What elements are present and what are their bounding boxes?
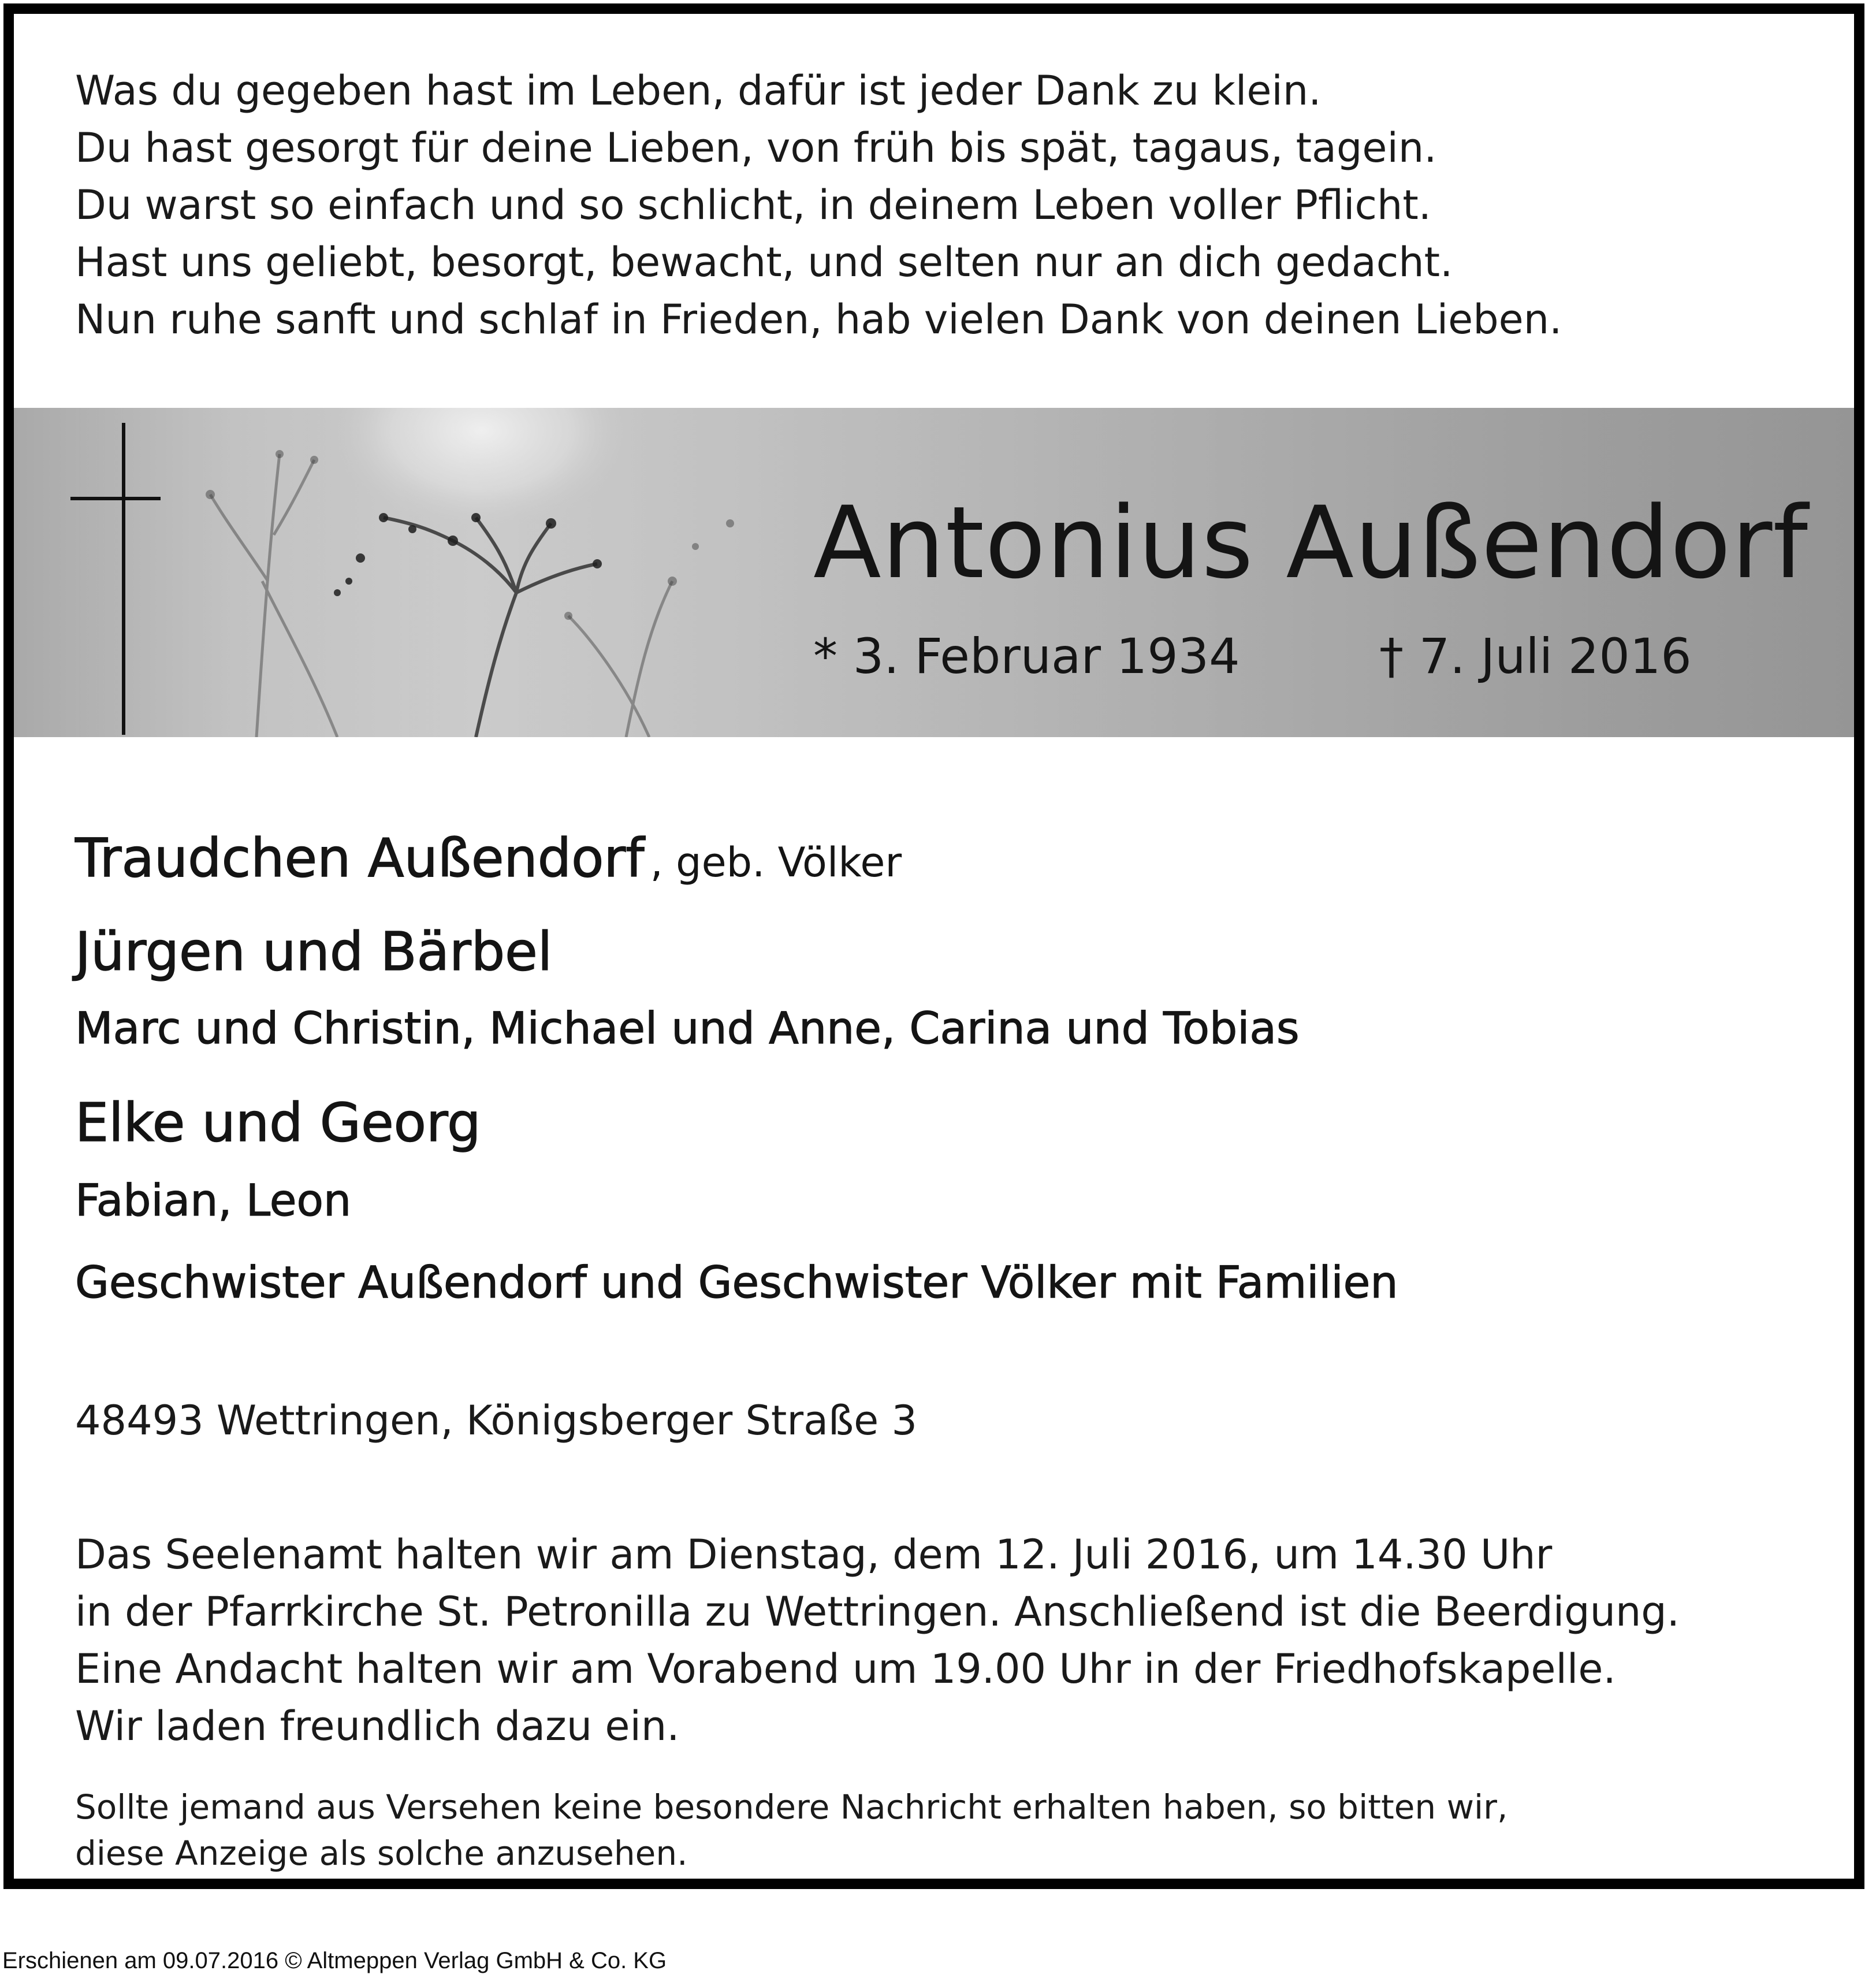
service-line: Wir laden freundlich dazu ein. bbox=[75, 1702, 680, 1750]
poem-line: Du warst so einfach und so schlicht, in deinem Leben voller Pflicht. bbox=[75, 181, 1432, 229]
spouse-name: Traudchen Außendorf bbox=[75, 827, 645, 889]
grandchildren-1: Marc und Christin, Michael und Anne, Carina und Tobias bbox=[75, 1002, 1300, 1054]
cross-icon bbox=[70, 423, 161, 735]
poem-line: Du hast gesorgt für deine Lieben, von früh bis spät, tagaus, tagein. bbox=[75, 124, 1437, 172]
poem-line: Hast uns geliebt, besorgt, bewacht, und selten nur an dich gedacht. bbox=[75, 239, 1453, 286]
child-couple-2: Elke und Georg bbox=[75, 1092, 481, 1154]
deceased-name: Antonius Außendorf bbox=[813, 485, 1808, 601]
note-line: Sollte jemand aus Versehen keine besondere Nachricht erhalten haben, so bitten wir, bbox=[75, 1787, 1508, 1827]
notice-note bbox=[75, 1784, 1508, 1876]
address: 48493 Wettringen, Königsberger Straße 3 bbox=[75, 1397, 918, 1444]
obituary-notice bbox=[3, 3, 1864, 1889]
service-line: Eine Andacht halten wir am Vorabend um 19.00 Uhr in der Friedhofskapelle. bbox=[75, 1645, 1616, 1693]
service-info bbox=[75, 1526, 1680, 1755]
note-line: diese Anzeige als solche anzusehen. bbox=[75, 1834, 688, 1873]
child-couple-1: Jürgen und Bärbel bbox=[75, 921, 553, 983]
spouse-line bbox=[75, 827, 902, 889]
poem-line: Was du gegeben hast im Leben, dafür ist jeder Dank zu klein. bbox=[75, 67, 1322, 114]
service-line: Das Seelenamt halten wir am Dienstag, dem 12. Juli 2016, um 14.30 Uhr bbox=[75, 1531, 1553, 1578]
spouse-maiden-name: , geb. Völker bbox=[650, 839, 902, 886]
grandchildren-2: Fabian, Leon bbox=[75, 1174, 352, 1226]
birth-date: * 3. Februar 1934 bbox=[813, 628, 1240, 685]
poem-line: Nun ruhe sanft und schlaf in Frieden, hab vielen Dank von deinen Lieben. bbox=[75, 296, 1562, 343]
service-line: in der Pfarrkirche St. Petronilla zu Wettringen. Anschließend ist die Beerdigung. bbox=[75, 1588, 1680, 1635]
death-date: † 7. Juli 2016 bbox=[1379, 628, 1692, 685]
publication-footer: Erschienen am 09.07.2016 © Altmeppen Verlag GmbH & Co. KG bbox=[2, 1948, 667, 1973]
banner bbox=[14, 408, 1854, 737]
poem bbox=[75, 62, 1562, 348]
siblings-line: Geschwister Außendorf und Geschwister Völker mit Familien bbox=[75, 1256, 1398, 1308]
